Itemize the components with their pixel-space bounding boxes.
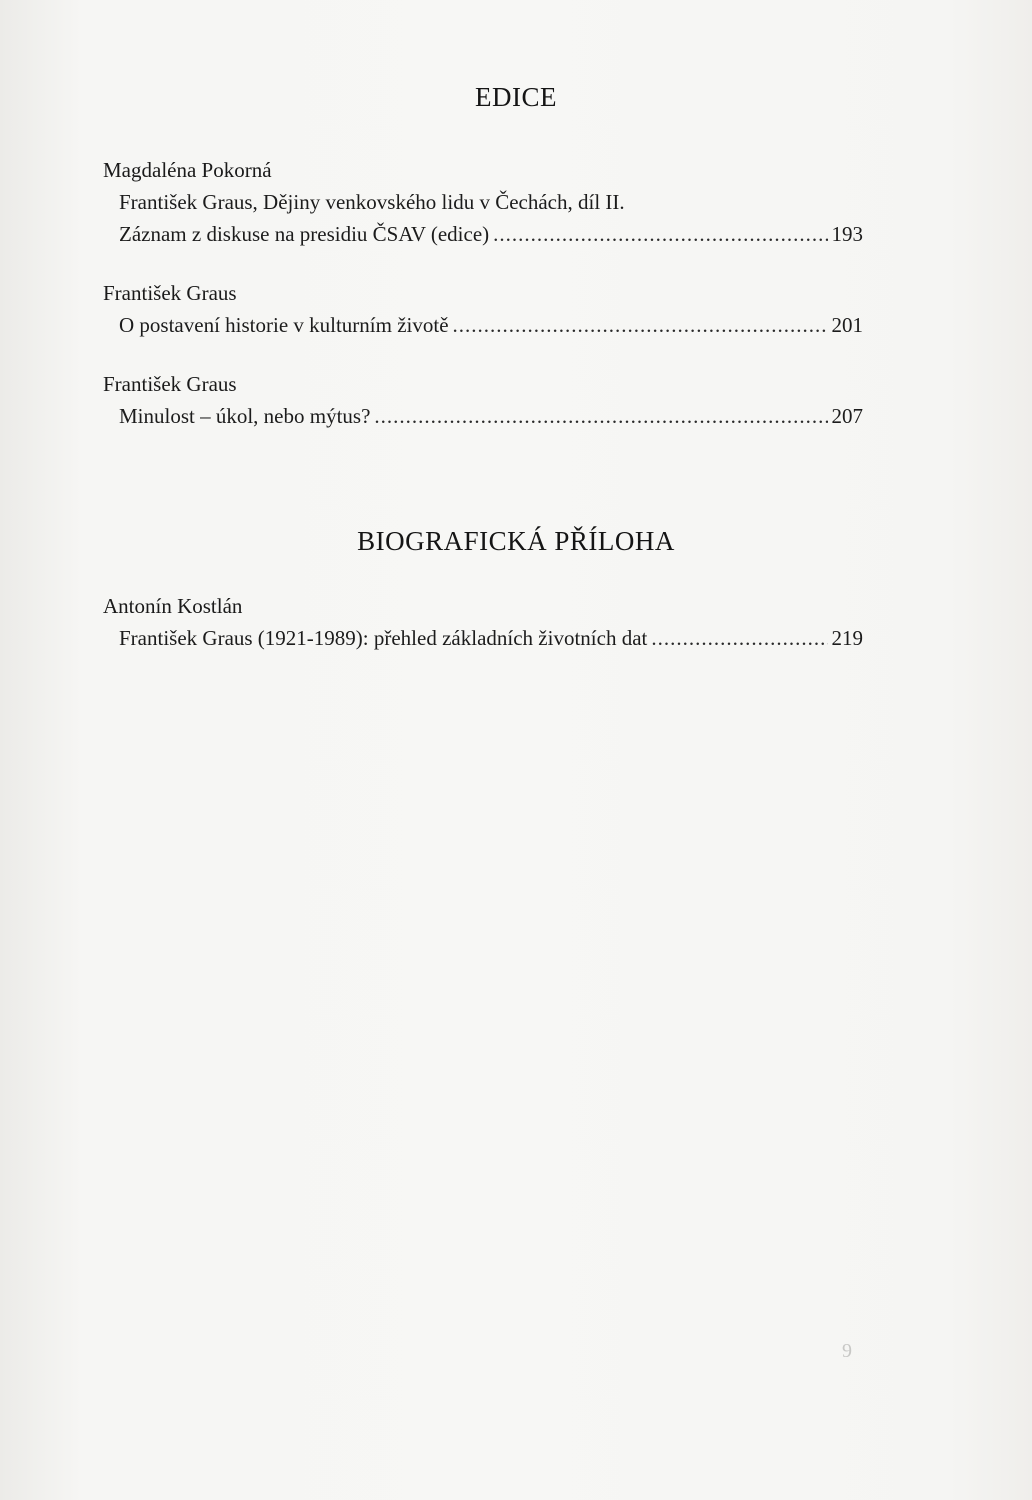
toc-line [103,218,863,250]
entry-page-number: 201 [831,313,863,337]
entry-author: Antonín Kostlán [103,594,243,618]
toc-entry [103,368,863,432]
edice-heading: EDICE [475,82,557,112]
entry-title-line: František Graus, Dějiny venkovského lidu v Čechách, díl II. [119,190,625,214]
toc-entry [103,590,863,654]
entry-page-number: 193 [831,222,863,246]
entry-page-number: 219 [831,626,863,650]
entry-title: František Graus (1921-1989): přehled základních životních dat [119,626,648,650]
toc-entry [103,277,863,341]
page-number: 9 [842,1340,852,1362]
toc-line [103,400,863,432]
entry-page-number: 207 [831,404,863,428]
toc-line [103,622,863,654]
entry-author: Magdaléna Pokorná [103,158,272,182]
entry-title: Záznam z diskuse na presidiu ČSAV (edice) [119,222,490,246]
entry-author: František Graus [103,281,237,305]
toc-line [103,309,863,341]
leader-dots [493,218,827,250]
leader-dots [453,309,828,341]
leader-dots [651,622,827,654]
entry-author: František Graus [103,372,237,396]
entry-title: Minulost – úkol, nebo mýtus? [119,404,371,428]
toc-entry [103,154,863,250]
leader-dots [374,400,827,432]
entry-title: O postavení historie v kulturním životě [119,313,449,337]
biograficka-heading: BIOGRAFICKÁ PŘÍLOHA [357,526,675,556]
